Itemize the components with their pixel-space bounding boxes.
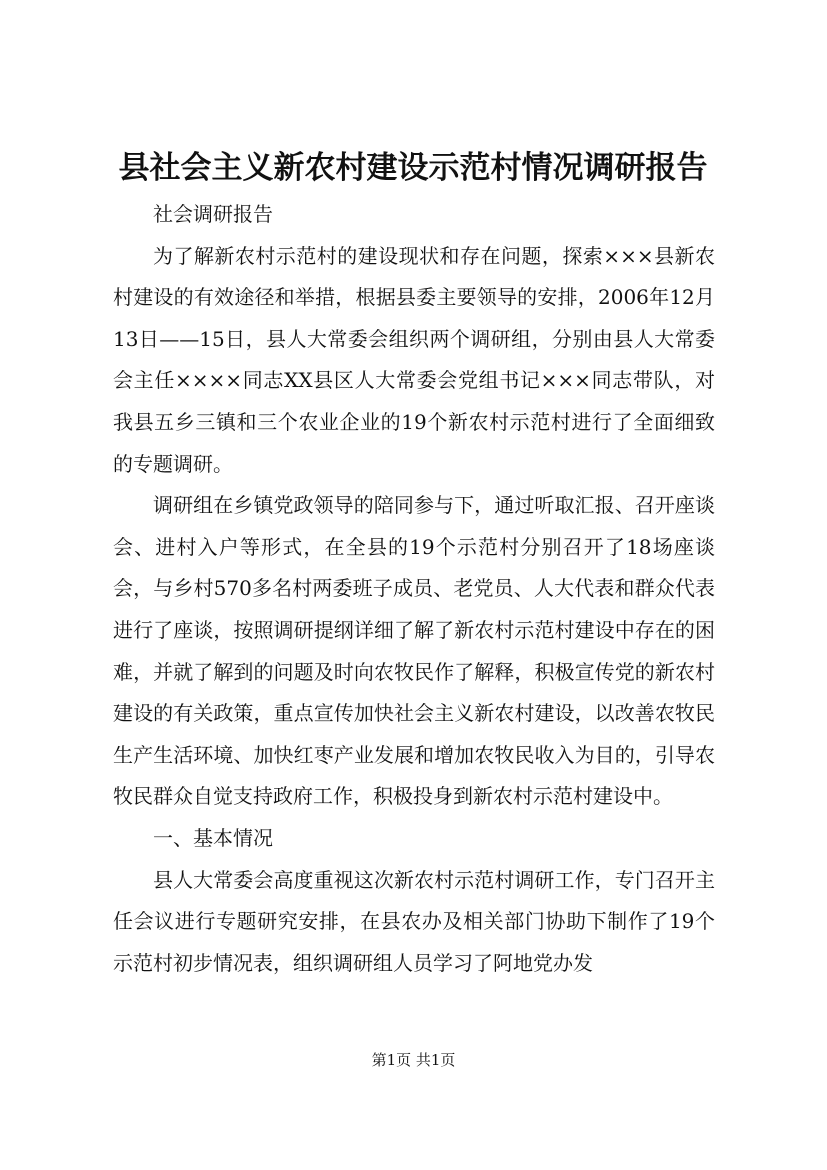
paragraph-intro: 为了解新农村示范村的建设现状和存在问题，探索×××县新农村建设的有效途径和举措，根据县委主要领导的安排，2006年12月13日——15日，县人大常委会组织两个调研组，分别由县人大常委会主任××××同志XX县区人大常委会党组书记×××同志带队，对我县五乡三镇和三个农业企业的19个新农村示范村进行了全面细致的专题调研。 (113, 243, 715, 476)
section-heading-basic: 一、基本情况 (153, 825, 273, 850)
paragraph-subtitle: 社会调研报告 (153, 202, 273, 226)
paragraph-basic: 县人大常委会高度重视这次新农村示范村调研工作，专门召开主任会议进行专题研究安排，在县农办及相关部门协助下制作了19个示范村初步情况表，组织调研组人员学习了阿地党办发 (113, 867, 715, 975)
page-footer: 第1页 共1页 (371, 1051, 456, 1069)
document-body (113, 194, 715, 984)
paragraph-method: 调研组在乡镇党政领导的陪同参与下，通过听取汇报、召开座谈会、进村入户等形式，在全县的19个示范村分别召开了18场座谈会，与乡村570多名村两委班子成员、老党员、人大代表和群众代表进行了座谈，按照调研提纲详细了解了新农村示范村建设中存在的困难，并就了解到的问题及时向农牧民作了解释，积极宣传党的新农村建设的有关政策，重点宣传加快社会主义新农村建设，以改善农牧民生产生活环境、加快红枣产业发展和增加农牧民收入为目的，引导农牧民群众自觉支持政府工作，积极投身到新农村示范村建设中。 (113, 493, 715, 809)
document-title: 县社会主义新农村建设示范村情况调研报告 (118, 150, 708, 186)
